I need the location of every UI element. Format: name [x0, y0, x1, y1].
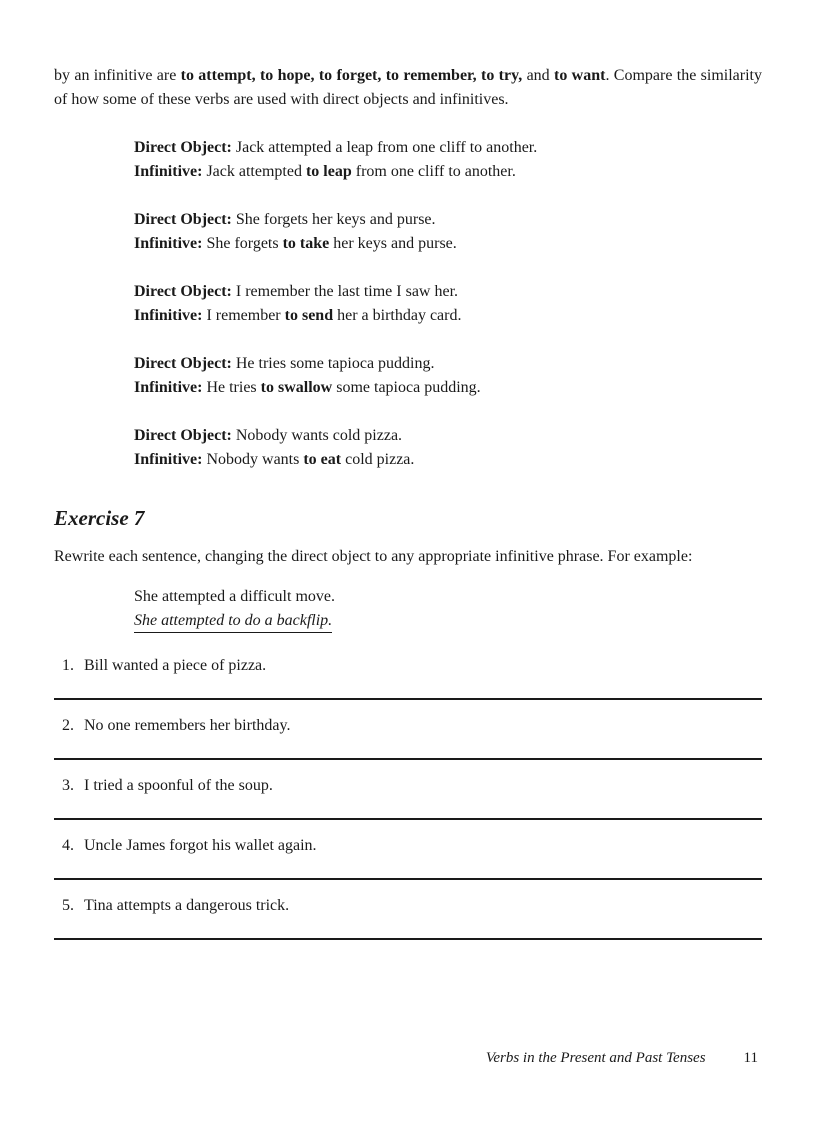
- example-pair: [134, 280, 754, 328]
- page-number: 11: [743, 1050, 758, 1066]
- answer-line[interactable]: [54, 818, 762, 820]
- infinitive-text: some tapioca pudding.: [332, 379, 481, 396]
- item-number: 5.: [62, 897, 74, 914]
- item-number: 1.: [62, 657, 74, 674]
- infinitive-line: [134, 304, 754, 328]
- infinitive-label: Infinitive:: [134, 235, 203, 252]
- infinitive-label: Infinitive:: [134, 163, 203, 180]
- exercise-item: [54, 832, 762, 892]
- example-pair: [134, 424, 754, 472]
- intro-verbs-bold: to attempt, to hope, to forget, to remember, to try,: [180, 67, 523, 84]
- direct-object-line: [134, 208, 754, 232]
- answer-line[interactable]: [54, 758, 762, 760]
- infinitive-line: [134, 160, 754, 184]
- infinitive-verb: to send: [284, 307, 334, 324]
- item-sentence: No one remembers her birthday.: [84, 717, 291, 734]
- infinitive-text: cold pizza.: [341, 451, 415, 468]
- intro-text: and: [522, 67, 555, 84]
- item-sentence: I tried a spoonful of the soup.: [84, 777, 273, 794]
- direct-object-line: [134, 424, 754, 448]
- infinitive-text: He tries: [202, 379, 261, 396]
- infinitive-text: Nobody wants: [202, 451, 304, 468]
- example-pair: [134, 352, 754, 400]
- exercise-title: Exercise 7: [54, 506, 145, 530]
- direct-object-label: Direct Object:: [134, 211, 232, 228]
- example-pairs: [134, 136, 754, 496]
- infinitive-verb: to swallow: [260, 379, 333, 396]
- direct-object-sentence: Jack attempted a leap from one cliff to another.: [231, 139, 538, 156]
- infinitive-text: She forgets: [202, 235, 283, 252]
- answer-line[interactable]: [54, 698, 762, 700]
- direct-object-sentence: He tries some tapioca pudding.: [231, 355, 435, 372]
- exercise-item: [54, 892, 762, 952]
- exercise-item: [54, 772, 762, 832]
- direct-object-label: Direct Object:: [134, 139, 232, 156]
- direct-object-label: Direct Object:: [134, 355, 232, 372]
- page-footer: [486, 1050, 758, 1067]
- infinitive-text: her a birthday card.: [333, 307, 462, 324]
- infinitive-line: [134, 448, 754, 472]
- running-title: Verbs in the Present and Past Tenses: [485, 1050, 706, 1066]
- infinitive-label: Infinitive:: [134, 379, 203, 396]
- direct-object-label: Direct Object:: [134, 427, 232, 444]
- infinitive-line: [134, 376, 754, 400]
- exercise-items: [54, 652, 762, 952]
- example-pair: [134, 136, 754, 184]
- infinitive-label: Infinitive:: [134, 307, 203, 324]
- infinitive-verb: to eat: [303, 451, 342, 468]
- direct-object-label: Direct Object:: [134, 283, 232, 300]
- intro-text: . Compare the similarity of how some of these verbs are used with direct objects and infinitives.: [54, 67, 763, 108]
- direct-object-line: [134, 280, 754, 304]
- intro-text: by an infinitive are: [54, 67, 181, 84]
- infinitive-line: [134, 232, 754, 256]
- infinitive-text: I remember: [202, 307, 285, 324]
- direct-object-sentence: Nobody wants cold pizza.: [231, 427, 403, 444]
- item-number: 4.: [62, 837, 74, 854]
- answer-line[interactable]: [54, 938, 762, 940]
- item-number: 3.: [62, 777, 74, 794]
- exercise-item: [54, 712, 762, 772]
- sample-answer: She attempted to do a backflip.: [134, 611, 332, 633]
- infinitive-text: her keys and purse.: [329, 235, 457, 252]
- infinitive-text: from one cliff to another.: [351, 163, 516, 180]
- sample-example: [134, 585, 335, 633]
- direct-object-line: [134, 136, 754, 160]
- intro-verb-bold: to want: [554, 67, 606, 84]
- infinitive-verb: to leap: [305, 163, 352, 180]
- direct-object-line: [134, 352, 754, 376]
- exercise-item: [54, 652, 762, 712]
- intro-paragraph: [54, 64, 762, 112]
- item-sentence: Uncle James forgot his wallet again.: [84, 837, 317, 854]
- item-sentence: Tina attempts a dangerous trick.: [84, 897, 290, 914]
- direct-object-sentence: She forgets her keys and purse.: [231, 211, 436, 228]
- infinitive-text: Jack attempted: [202, 163, 306, 180]
- answer-line[interactable]: [54, 878, 762, 880]
- direct-object-sentence: I remember the last time I saw her.: [231, 283, 459, 300]
- exercise-instruction: Rewrite each sentence, changing the direct object to any appropriate infinitive phrase. For example:: [54, 548, 693, 565]
- item-number: 2.: [62, 717, 74, 734]
- item-sentence: Bill wanted a piece of pizza.: [84, 657, 267, 674]
- infinitive-label: Infinitive:: [134, 451, 203, 468]
- infinitive-verb: to take: [282, 235, 330, 252]
- sample-prompt: She attempted a difficult move.: [134, 588, 335, 605]
- example-pair: [134, 208, 754, 256]
